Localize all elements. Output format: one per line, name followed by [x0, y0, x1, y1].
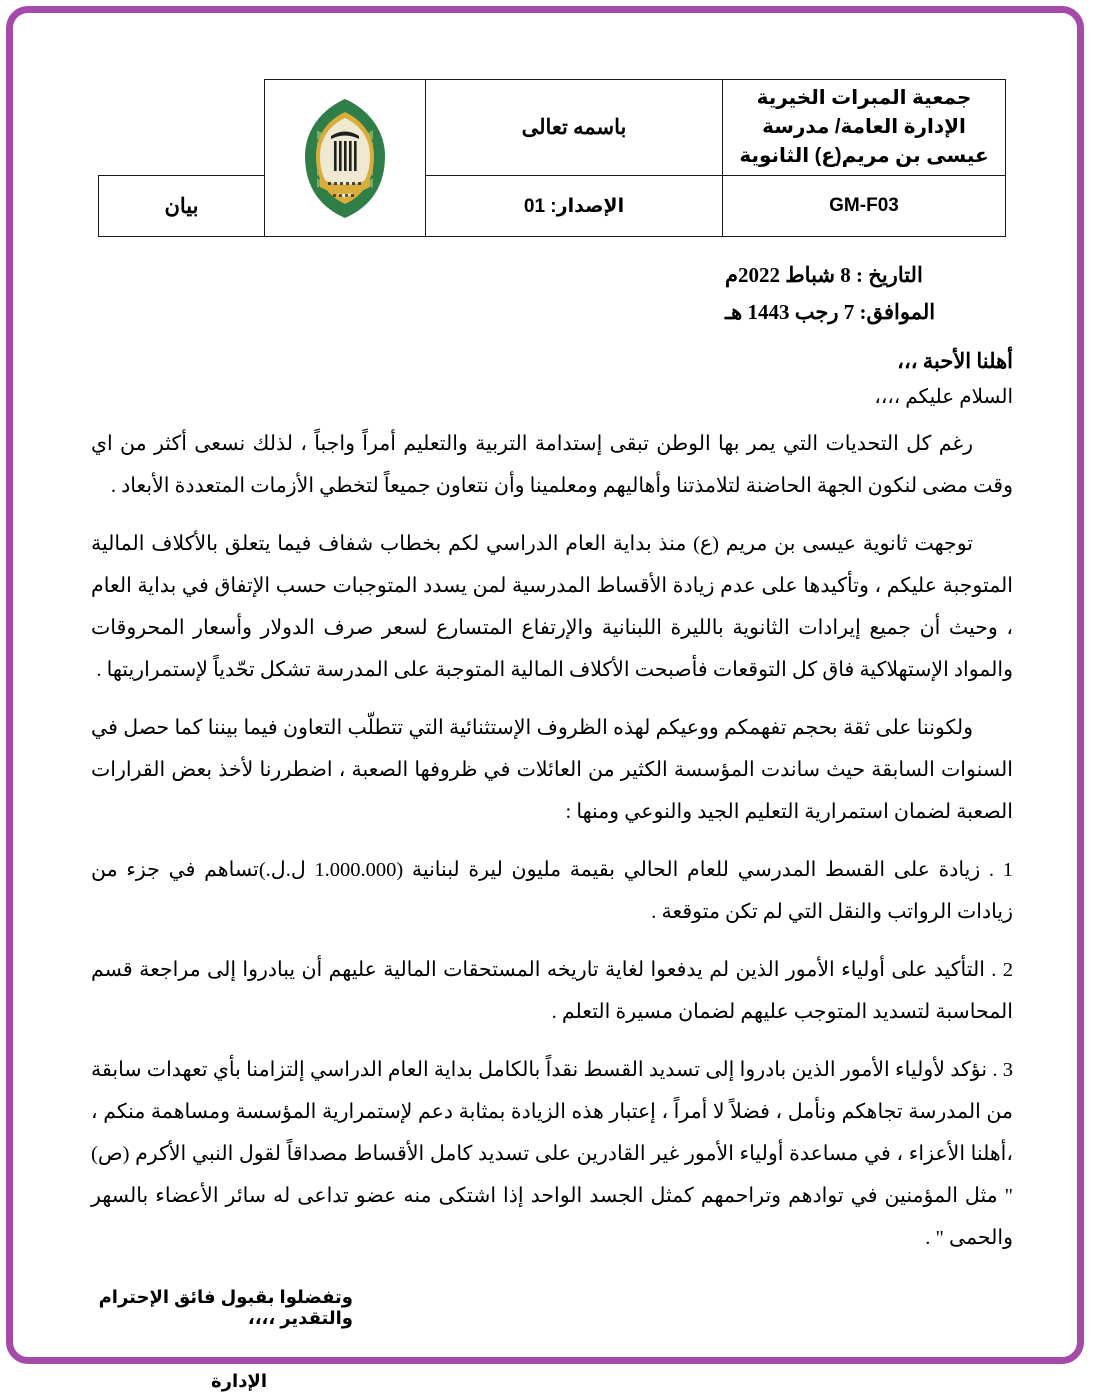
greeting-line: السلام عليكم ،،،، — [874, 385, 1013, 408]
organization-logo — [265, 80, 425, 236]
emblem-icon — [297, 96, 393, 220]
document-header-table — [98, 79, 1006, 237]
closing-line: وتفضلوا بقبول فائق الإحترام والتقدير ،،،، — [98, 1286, 353, 1328]
document-sheet — [13, 13, 1091, 1391]
letter-body — [91, 423, 1013, 1259]
body-paragraph: ولكوننا على ثقة بحجم تفهمكم ووعيكم لهذه الظروف الإستثنائية التي تتطلّب التعاون فيما بيننا كما حصل في السنوات السابقة حيث ساندت المؤسسة الكثير من العائلات في ظروفها الصعبة ، اضطررنا لأخذ بعض القرارات الصعبة لضمان استمرارية التعليم الجيد والنوعي ومنها : — [91, 716, 1013, 823]
header-cell-logo — [265, 80, 426, 237]
date-block — [91, 257, 1013, 331]
header-cell-basmalah — [426, 80, 723, 176]
header-cell-doctype — [99, 176, 265, 237]
body-paragraph: رغم كل التحديات التي يمر بها الوطن تبقى إستدامة التربية والتعليم أمراً واجباً ، لذلك نسعى أكثر من اي وقت مضى لنكون الجهة الحاضنة لتلامذتنا وأهاليهم ومعلمينا وأن نتعاون جميعاً لتخطي الأزمات المتعددة الأبعاد . — [91, 432, 1013, 497]
document-type-text: بيان — [164, 193, 199, 218]
header-cell-issue — [426, 176, 723, 237]
page-border-frame — [6, 6, 1084, 1391]
body-paragraph: توجهت ثانوية عيسى بن مريم (ع) منذ بداية العام الدراسي لكم بخطاب شفاف فيما يتعلق بالأكلاف المالية المتوجبة عليكم ، وتأكيدها على عدم زيادة الأقساط المدرسية لمن يسدد المتوجبات حسب الإتفاق في بداية العام ، وحيث أن جميع إيرادات الثانوية بالليرة اللبنانية والإرتفاع المتسارع لسعر صرف الدولار وأسعار المحروقات والمواد الإستهلاكية فاق كل التوقعات فأصبحت الأكلاف المالية المتوجبة على المدرسة تشكل تحّدياً لإستمراريتها . — [91, 532, 1013, 681]
numbered-item: 3 . نؤكد لأولياء الأمور الذين بادروا إلى تسديد القسط نقداً بالكامل بداية العام الدراسي إلتزامنا بأي تعهدات سابقة من المدرسة تجاهكم ونأمل ، فضلاً لا أمراً ، إعتبار هذه الزيادة بمثابة دعم لإستمرارية المؤسسة ومساهمة منكم ، ،أهلنا الأعزاء ، في مساعدة أولياء الأمور غير القادرين على تسديد كامل الأقساط مصداقاً لقول النبي الأكرم (ص) " مثل المؤمنين في توادهم وتراحمهم كمثل الجسد الواحد إذا اشتكى منه عضو تداعى له سائر الأعضاء بالسهر والحمى " . — [91, 1058, 1013, 1249]
organization-title — [723, 80, 1005, 175]
header-cell-code — [723, 80, 1006, 176]
gregorian-date: التاريخ : 8 شباط 2022م — [725, 263, 923, 287]
basmalah-text: باسمه تعالى — [521, 115, 627, 139]
numbered-item: 2 . التأكيد على أولياء الأمور الذين لم يدفعوا لغاية تاريخه المستحقات المالية عليهم أن يبادروا إلى مراجعة قسم المحاسبة لتسديد المتوجب عليهم لضمان مسيرة التعلم . — [91, 958, 1013, 1023]
header-row-bottom — [99, 176, 1006, 237]
hijri-date: الموافق: 7 رجب 1443 هـ — [725, 299, 936, 324]
issue-number-text: الإصدار: 01 — [523, 195, 625, 217]
header-row-top — [99, 80, 1006, 176]
form-code-text: GM-F03 — [829, 195, 899, 216]
school-name: الإدارة العامة/ مدرسة عيسى بن مريم(ع) الثانوية — [739, 116, 989, 167]
salutation-line: أهلنا الأحبة ،،، — [897, 348, 1013, 373]
numbered-item: 1 . زيادة على القسط المدرسي للعام الحالي بقيمة مليون ليرة لبنانية (1.000.000 ل.ل.)تساهم في جزء من زيادات الرواتب والنقل التي لم تكن متوقعة . — [91, 858, 1013, 923]
signature-line: الإدارة — [211, 1370, 267, 1391]
header-cell-form-code — [723, 176, 1006, 237]
organization-name: جمعية المبرات الخيرية — [756, 87, 972, 109]
